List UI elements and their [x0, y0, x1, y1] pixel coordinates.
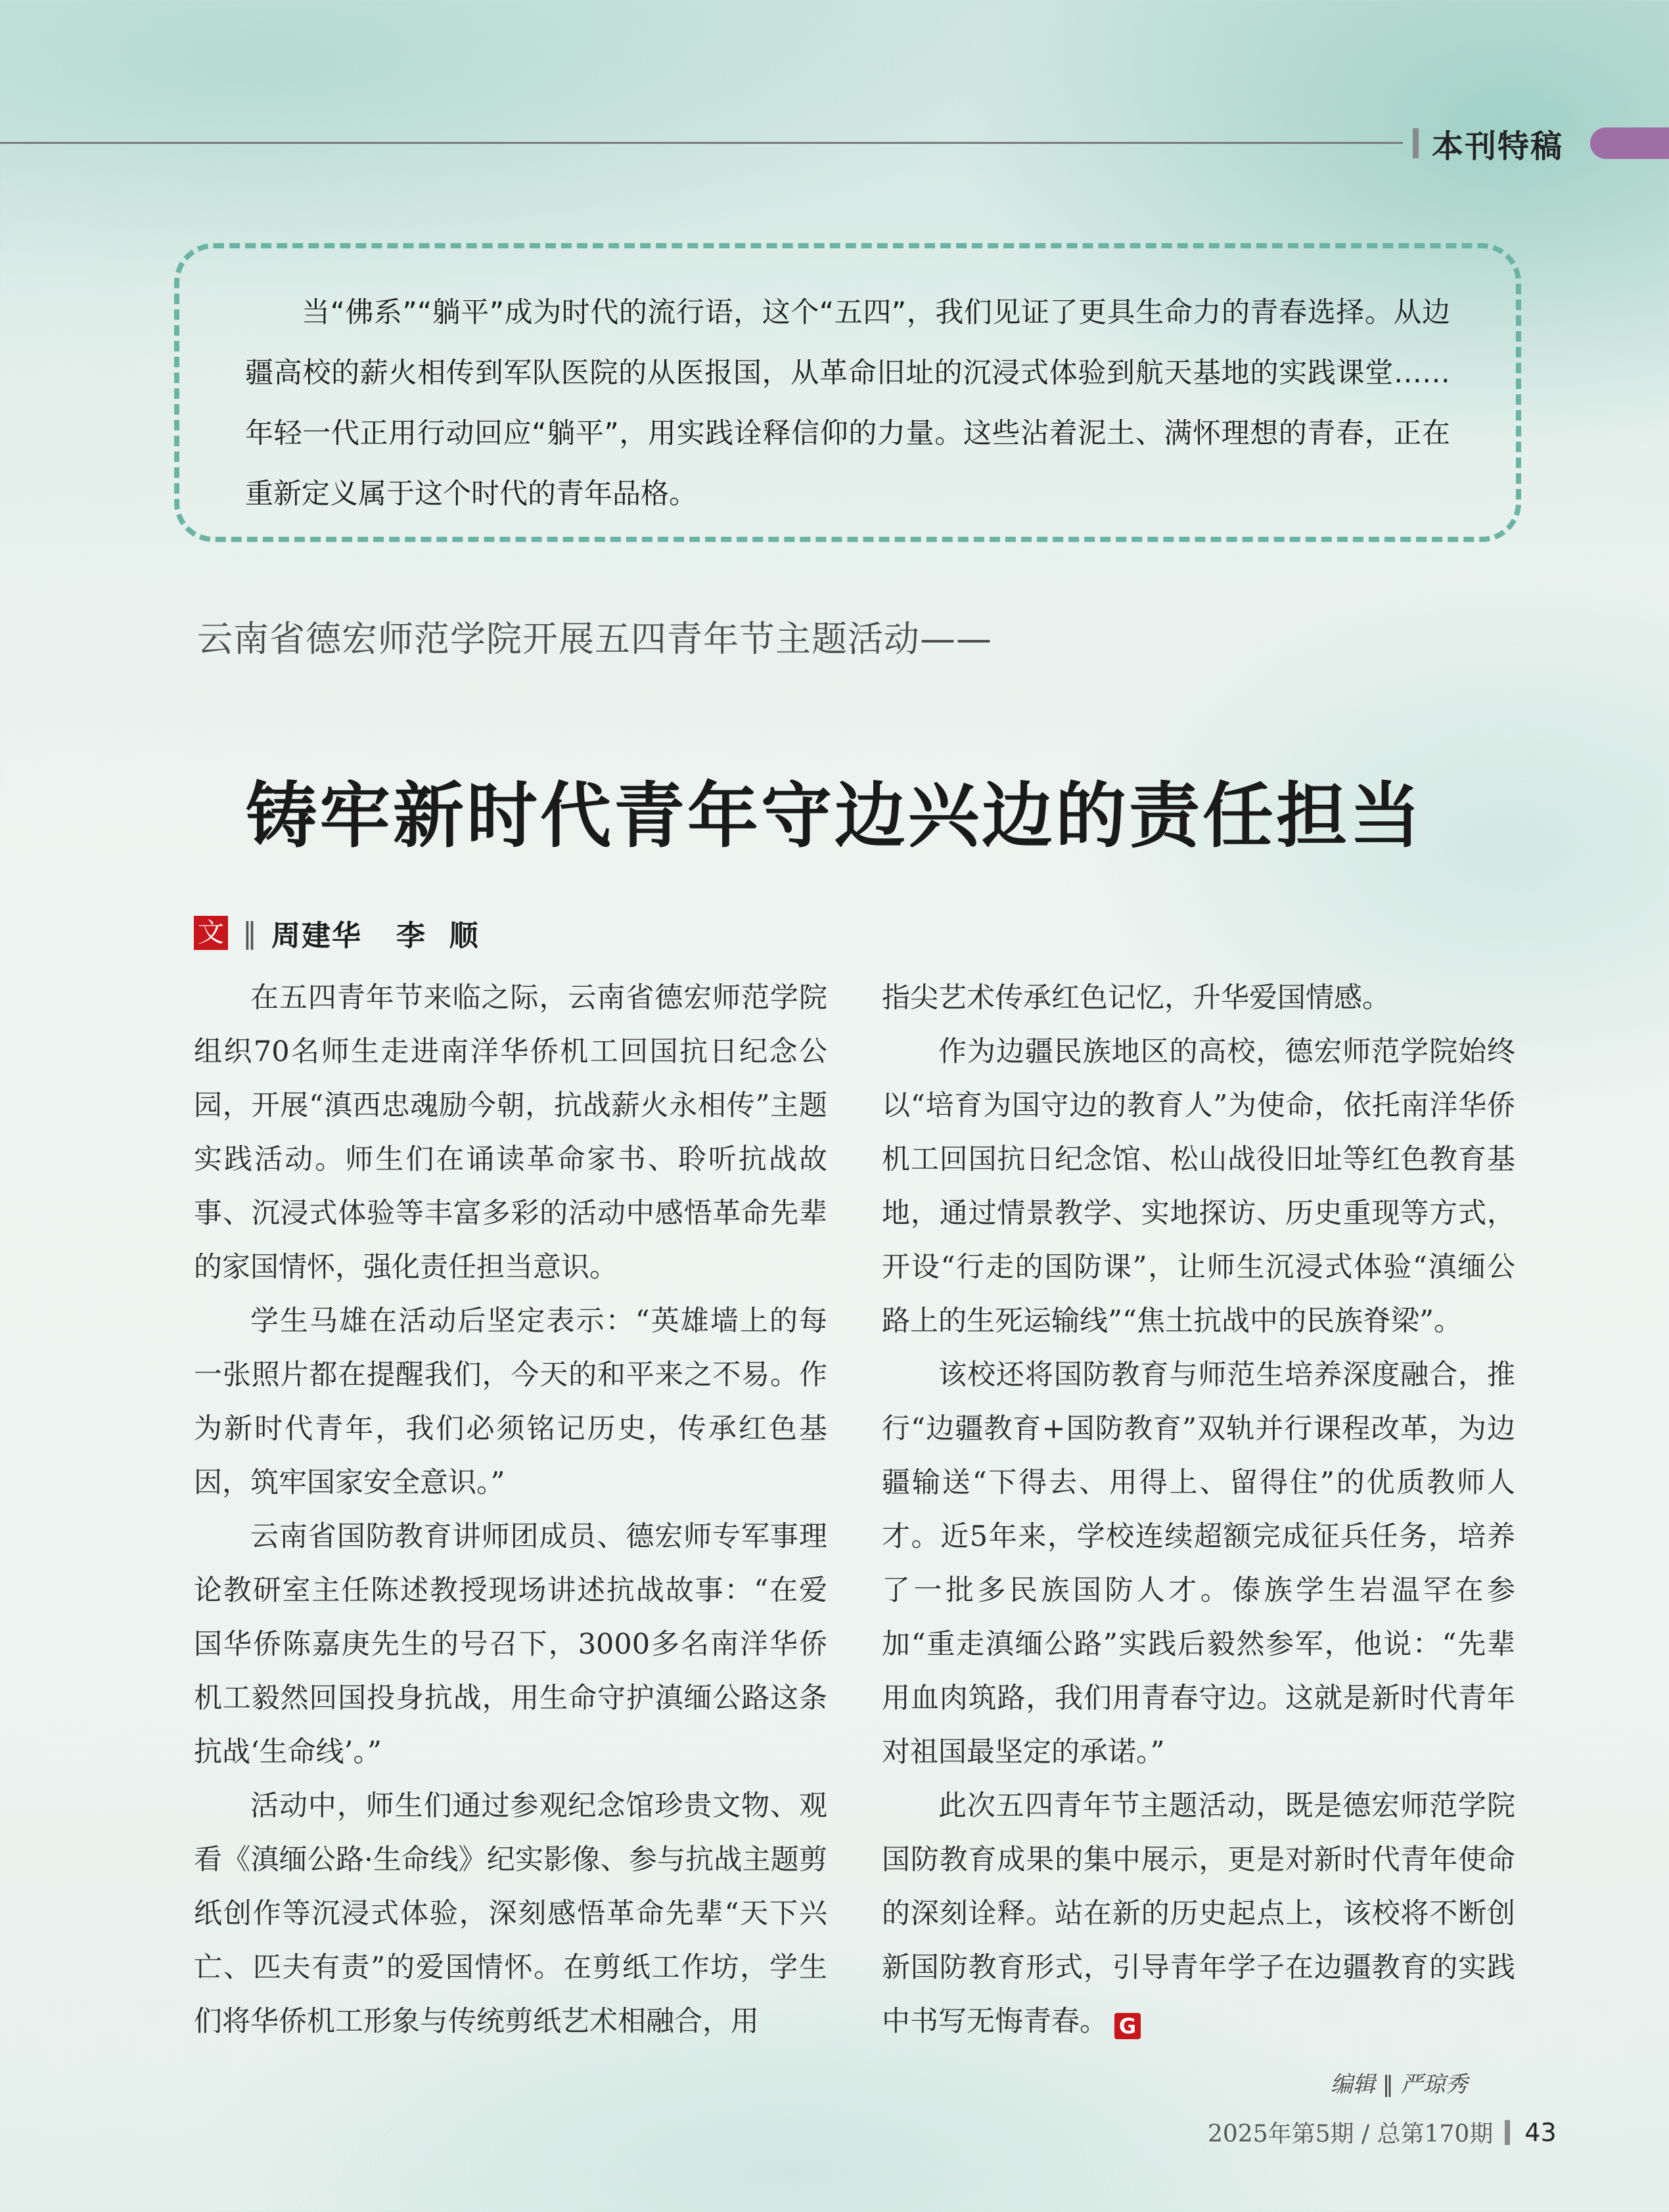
- paragraph: 云南省国防教育讲师团成员、德宏师专军事理论教研室主任陈述教授现场讲述抗战故事：“在爱国华侨陈嘉庚先生的号召下，3000多名南洋华侨机工毅然回国投身抗战，用生命守护滇缅公路这条抗战‘生命线’。”: [194, 1520, 827, 1769]
- intro-box: [174, 243, 1521, 542]
- editor-credit: 编辑 ‖ 严琼秀: [1331, 2071, 1468, 2098]
- footer-bar: [1505, 2120, 1510, 2145]
- byline-separator: ‖: [242, 916, 257, 950]
- section-label: 本刊特稿: [1432, 127, 1564, 165]
- final-paragraph: [882, 1779, 1515, 2048]
- page-footer: [1208, 2115, 1557, 2149]
- end-mark-icon: G: [1114, 2013, 1141, 2039]
- paragraph: 活动中，师生们通过参观纪念馆珍贵文物、观看《滇缅公路·生命线》纪实影像、参与抗战主题剪纸创作等沉浸式体验，深刻感悟革命先辈“天下兴亡、匹夫有责”的爱国情怀。在剪纸工作坊，学生们将华侨机工形象与传统剪纸艺术相融合，用: [194, 1790, 827, 2038]
- page-number: 43: [1524, 2117, 1557, 2147]
- byline-mark: 文: [194, 916, 228, 950]
- paragraph: 作为边疆民族地区的高校，德宏师范学院始终以“培育为国守边的教育人”为使命，依托南洋华侨机工回国抗日纪念馆、松山战役旧址等红色教育基地，通过情景教学、实地探访、历史重现等方式，开设“行走的国防课”，让师生沉浸式体验“滇缅公路上的生死运输线”“焦土抗战中的民族脊梁”。: [882, 1035, 1515, 1338]
- intro-text: 当“佛系”“躺平”成为时代的流行语，这个“五四”，我们见证了更具生命力的青春选择。从边疆高校的薪火相传到军队医院的从医报国，从革命旧址的沉浸式体验到航天基地的实践课堂……年轻一代正用行动回应“躺平”，用实践诠释信仰的力量。这些沾着泥土、满怀理想的青春，正在重新定义属于这个时代的青年品格。: [245, 296, 1450, 510]
- article-title: 铸牢新时代青年守边兴边的责任担当: [245, 775, 1423, 857]
- paragraph-continuation: 指尖艺术传承红色记忆，升华爱国情感。: [882, 982, 1390, 1014]
- final-paragraph-text: 此次五四青年节主题活动，既是德宏师范学院国防教育成果的集中展示，更是对新时代青年使命的深刻诠释。站在新的历史起点上，该校将不断创新国防教育形式，引导青年学子在边疆教育的实践中书写无悔青春。: [882, 1790, 1515, 2038]
- header-rule: [0, 142, 1403, 144]
- article-kicker: 云南省德宏师范学院开展五四青年节主题活动——: [197, 618, 992, 660]
- byline-authors: 周建华 李 顺: [271, 919, 480, 953]
- section-tab-pill: [1590, 127, 1669, 159]
- right-column: [882, 971, 1515, 2048]
- paragraph: 该校还将国防教育与师范生培养深度融合，推行“边疆教育+国防教育”双轨并行课程改革，为边疆输送“下得去、用得上、留得住”的优质教师人才。近5年来，学校连续超额完成征兵任务，培养了一批多民族国防人才。傣族学生岩温罕在参加“重走滇缅公路”实践后毅然参军，他说：“先辈用血肉筑路，我们用青春守边。这就是新时代青年对祖国最坚定的承诺。”: [882, 1359, 1515, 1769]
- paragraph: 在五四青年节来临之际，云南省德宏师范学院组织70名师生走进南洋华侨机工回国抗日纪念公园，开展“滇西忠魂励今朝，抗战薪火永相传”主题实践活动。师生们在诵读革命家书、聆听抗战故事、沉浸式体验等丰富多彩的活动中感悟革命先辈的家国情怀，强化责任担当意识。: [194, 982, 827, 1284]
- section-tab: [1413, 122, 1563, 164]
- section-tab-bar: [1413, 128, 1419, 158]
- paragraph: 学生马雄在活动后坚定表示：“英雄墙上的每一张照片都在提醒我们，今天的和平来之不易。作为新时代青年，我们必须铭记历史，传承红色基因，筑牢国家安全意识。”: [194, 1305, 827, 1499]
- left-column: [194, 971, 827, 2048]
- issue-info: 2025年第5期 / 总第170期: [1208, 2121, 1494, 2148]
- byline: [194, 914, 480, 951]
